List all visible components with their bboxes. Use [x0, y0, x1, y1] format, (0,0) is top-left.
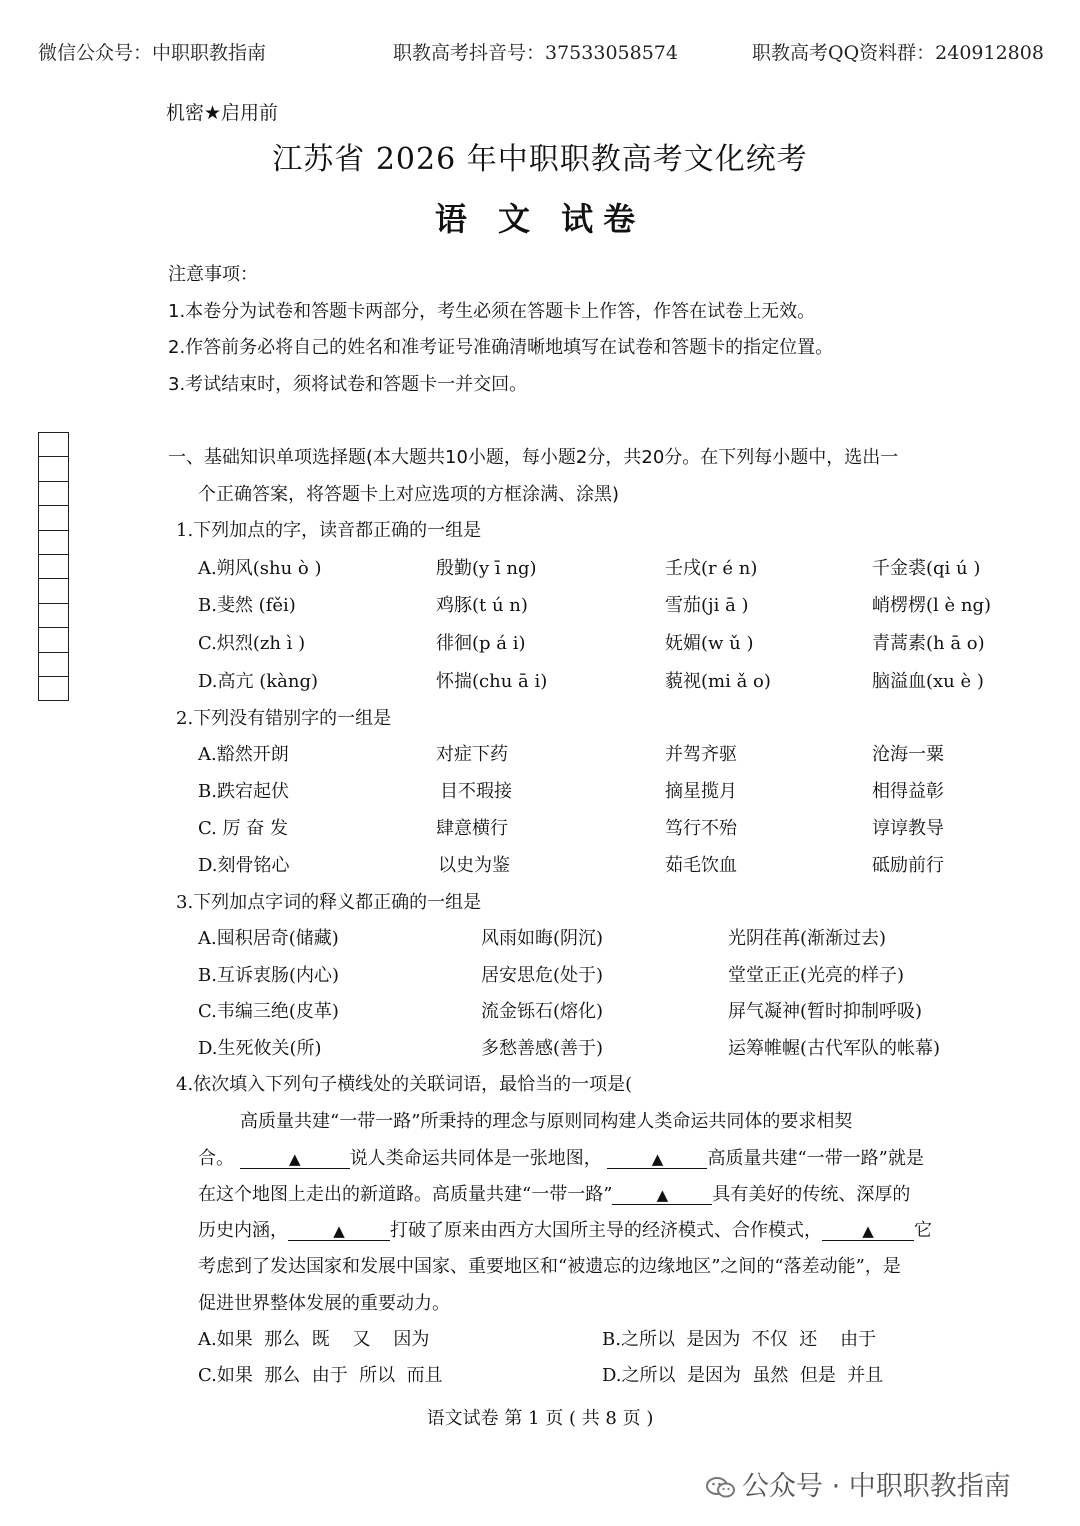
passage-text: 说人类命运共同体是一张地图， [349, 1148, 602, 1169]
option-text: 笃行不殆 [665, 818, 737, 839]
fill-blank: ▲ [822, 1222, 914, 1241]
fill-blank: ▲ [288, 1222, 390, 1241]
option-text: 峭楞楞(l è ng) [872, 595, 992, 616]
option-text: 雪茄(ji ā ) [665, 595, 749, 616]
option-text: 风雨如晦(阴沉) [481, 928, 604, 949]
option-text: 鸡豚(t ú n) [436, 595, 528, 616]
question-1-stem: 1.下列加点的字，读音都正确的一组是 [176, 520, 482, 541]
passage-text: 它 [914, 1220, 932, 1241]
passage-line: 高质量共建“一带一路”所秉持的理念与原则同构建人类命运共同体的要求相契 [240, 1111, 853, 1132]
option-text: 千金裘(qi ú ) [872, 558, 981, 579]
question-2-stem: 2.下列没有错别字的一组是 [176, 708, 392, 729]
notice-item: 2.作答前务必将自己的姓名和准考证号准确清晰地填写在试卷和答题卡的指定位置。 [168, 337, 834, 358]
header-qq: 职教高考QQ资料群：240912808 [752, 42, 1044, 64]
option-text: 徘徊(p á i) [436, 633, 526, 654]
option-text: 对症下药 [436, 744, 508, 765]
option-text: A.朔风(shu ò ) [198, 558, 322, 579]
option-text: C.如果 那么 由于 所以 而且 [198, 1365, 443, 1386]
option-text: 殷勤(y ī ng) [436, 558, 537, 579]
option-text: 肆意横行 [436, 818, 508, 839]
option-text: D.高亢 (kàng) [198, 671, 319, 692]
option-text: 目不瑕接 [440, 781, 512, 802]
option-text: D.之所以 是因为 虽然 但是 并且 [602, 1365, 884, 1386]
option-text: 屏气凝神(暂时抑制呼吸) [728, 1001, 923, 1022]
fill-blank: ▲ [607, 1150, 707, 1169]
question-3-stem: 3.下列加点字词的释义都正确的一组是 [176, 892, 482, 913]
option-text: 壬戌(r é n) [665, 558, 758, 579]
page-header [0, 38, 1080, 68]
option-text: 沧海一粟 [872, 744, 944, 765]
passage-text: 历史内涵， [198, 1220, 288, 1241]
fill-blank: ▲ [612, 1186, 712, 1205]
notice-heading: 注意事项： [168, 264, 258, 285]
passage-text: 高质量共建“一带一路”就是 [707, 1148, 924, 1169]
passage-line: 促进世界整体发展的重要动力。 [198, 1293, 450, 1314]
option-text: 青蒿素(h ā o) [872, 633, 985, 654]
passage-text: 具有美好的传统、深厚的 [712, 1184, 911, 1205]
header-wechat: 微信公众号：中职职教指南 [38, 42, 267, 64]
option-text: 运筹帷幄(古代军队的帐幕) [728, 1038, 941, 1059]
option-text: A.如果 那么 既 又 因为 [198, 1329, 430, 1350]
option-text: 脑溢血(xu è ) [872, 671, 984, 692]
option-text: D.刻骨铭心 [198, 855, 290, 876]
option-text: 摘星揽月 [665, 781, 737, 802]
fill-blank: ▲ [240, 1150, 350, 1169]
option-text: 谆谆教导 [872, 818, 944, 839]
page-subtitle: 语 文 试卷 [434, 200, 646, 238]
notice-item: 1.本卷分为试卷和答题卡两部分，考生必须在答题卡上作答，作答在试卷上无效。 [168, 301, 816, 322]
section-heading-cont: 个正确答案，将答题卡上对应选项的方框涂满、涂黑) [198, 484, 620, 505]
passage-text: 打破了原来由西方大国所主导的经济模式、合作模式， [390, 1220, 822, 1241]
watermark-text: 公众号 · 中职职教指南 [742, 1471, 1011, 1502]
option-text: A.囤积居奇(储藏) [198, 928, 339, 949]
passage-line: 考虑到了发达国家和发展中国家、重要地区和“被遗忘的边缘地区”之间的“落差动能”，是 [198, 1256, 901, 1277]
option-text: 茹毛饮血 [665, 855, 737, 876]
option-text: D.生死攸关(所) [198, 1038, 322, 1059]
option-text: A.豁然开朗 [198, 744, 289, 765]
wechat-icon [706, 1477, 736, 1499]
option-text: B.之所以 是因为 不仅 还 由于 [602, 1329, 877, 1350]
option-text: 砥励前行 [872, 855, 944, 876]
watermark [706, 1464, 1011, 1503]
page-title: 江苏省 2026 年中职职教高考文化统考 [272, 142, 808, 177]
passage-line [198, 1144, 924, 1170]
option-text: 藐视(mi ǎ o) [665, 671, 771, 692]
passage-line [198, 1180, 910, 1206]
option-text: 多愁善感(善于) [481, 1038, 604, 1059]
option-text: 堂堂正正(光亮的样子) [728, 965, 905, 986]
passage-line [198, 1216, 932, 1242]
option-text: C.炽烈(zh ì ) [198, 633, 306, 654]
option-text: 并驾齐驱 [665, 744, 737, 765]
option-text: B.斐然 (fěi) [198, 595, 296, 616]
passage-text: 在这个地图上走出的新道路。高质量共建“一带一路” [198, 1184, 613, 1205]
option-text: B.互诉衷肠(内心) [198, 965, 339, 986]
option-text: 以史为鉴 [438, 855, 510, 876]
option-text: 相得益彰 [872, 781, 944, 802]
option-text: 怀揣(chu ā i) [436, 671, 548, 692]
section-heading: 一、基础知识单项选择题(本大题共10小题，每小题2分，共20分。在下列每小题中，选出一 [168, 447, 899, 468]
option-text: B.跌宕起伏 [198, 781, 289, 802]
option-text: 光阴荏苒(渐渐过去) [728, 928, 887, 949]
question-4-stem: 4.依次填入下列句子横线处的关联词语，最恰当的一项是( [176, 1074, 633, 1095]
page-footer: 语文试卷 第 1 页 ( 共 8 页 ) [426, 1408, 654, 1429]
side-grid-box [38, 432, 69, 701]
passage-text: 合。 [198, 1148, 234, 1169]
header-douyin: 职教高考抖音号：37533058574 [393, 42, 678, 64]
option-text: C.韦编三绝(皮革) [198, 1001, 339, 1022]
confidential-mark: 机密★启用前 [166, 102, 279, 124]
notice-item: 3.考试结束时，须将试卷和答题卡一并交回。 [168, 374, 528, 395]
option-text: 妩媚(w ǔ ) [665, 633, 754, 654]
option-text: 流金铄石(熔化) [481, 1001, 604, 1022]
option-text: 居安思危(处于) [481, 965, 604, 986]
option-text: C. 厉 奋 发 [198, 818, 289, 839]
